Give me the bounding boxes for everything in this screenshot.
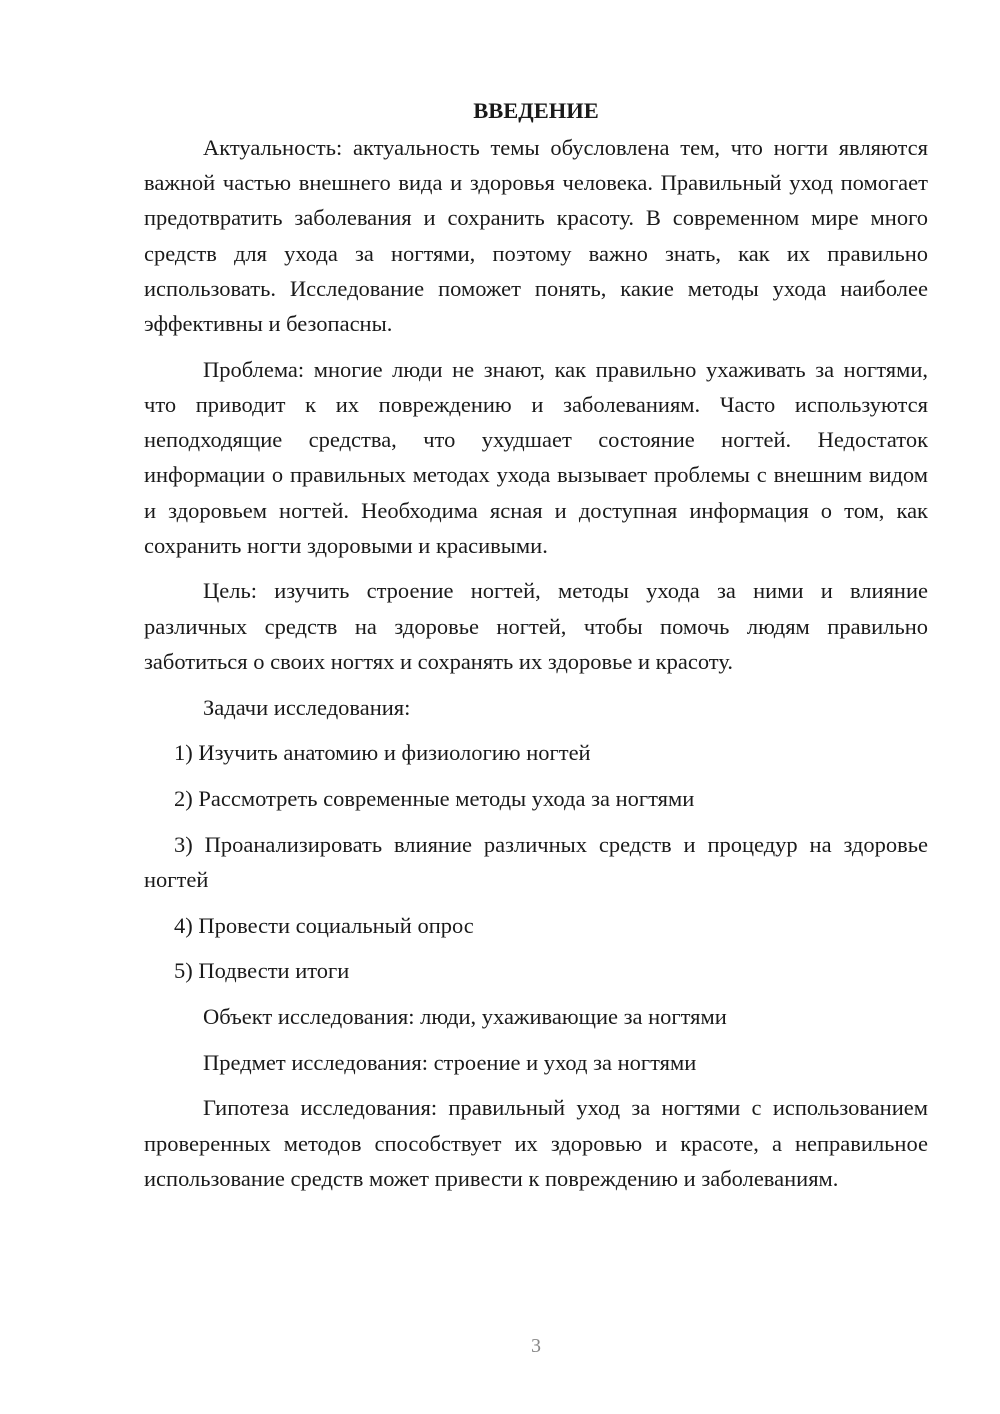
tasks-heading: Задачи исследования: [203,694,411,720]
task-item-5: 5) Подвести итоги [174,958,350,984]
page-number: 3 [531,1335,541,1357]
page-content [144,98,928,1196]
task-item-2: 2) Рассмотреть современные методы ухода за ногтями [174,785,695,811]
task-item-1: 1) Изучить анатомию и физиологию ногтей [174,740,591,766]
hypothesis-paragraph: Гипотеза исследования: правильный уход за ногтями с использованием проверенных методов способствует их здоровью и красоте, а неправильное использование средств может привести к повреждению и заболеваниям. [144,1095,928,1191]
relevance-paragraph: Актуальность: актуальность темы обусловлена тем, что ногти являются важной частью внешнего вида и здоровья человека. Правильный уход помогает предотвратить заболевания и сохранить красоту. В современном мире много средств для ухода за ногтями, поэтому важно знать, как их правильно использовать. Исследование поможет понять, какие методы ухода наиболее эффективны и безопасны. [144,135,928,337]
problem-paragraph: Проблема: многие люди не знают, как правильно ухаживать за ногтями, что приводит к их повреждению и заболеваниям. Часто используются неподходящие средства, что ухудшает состояние ногтей. Недостаток информации о правильных методах ухода вызывает проблемы с внешним видом и здоровьем ногтей. Необходима ясная и доступная информация о том, как сохранить ногти здоровыми и красивыми. [144,356,928,558]
object-paragraph: Объект исследования: люди, ухаживающие за ногтями [203,1003,727,1029]
task-item-3: 3) Проанализировать влияние различных средств и процедур на здоровье ногтей [144,831,928,892]
section-title: ВВЕДЕНИЕ [473,98,599,123]
task-item-4: 4) Провести социальный опрос [174,912,474,938]
goal-paragraph: Цель: изучить строение ногтей, методы ухода за ними и влияние различных средств на здоровье ногтей, чтобы помочь людям правильно заботиться о своих ногтях и сохранять их здоровье и красоту. [144,578,928,674]
subject-paragraph: Предмет исследования: строение и уход за ногтями [203,1049,697,1075]
